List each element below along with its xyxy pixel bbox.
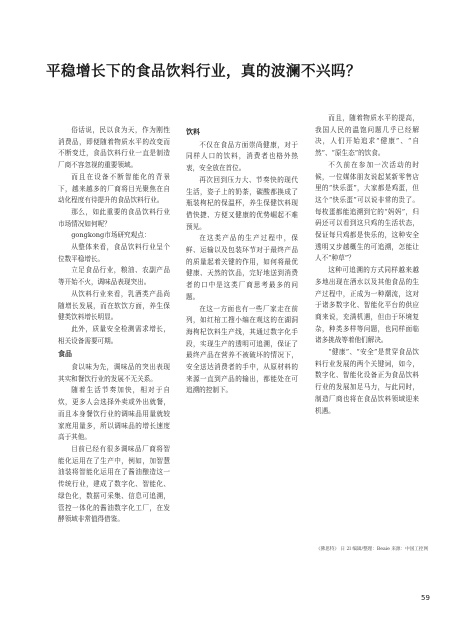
body-paragraph: “健康”、“安全”是贯穿食品饮料行业发展的两个关键词，如今，数字化、智能化设备正为食品饮料行业的发展加足马力，与此同时，制造厂商也将在食品饮料领域迎来机遇。: [315, 348, 419, 415]
body-paragraph: 食以味为先，调味品的突出表现其实和餐饮行业的发展不无关系。: [58, 363, 170, 383]
body-paragraph: 这种可追溯的方式同样越来越多地出现在酒水以及其他食品的生产过程中，正成为一种潮流，这对于诸多数字化、智能化平台的供应商来说，充满机遇，但由于环境复杂，种类多样等问题，也同样面临诸多挑战等着他们解决。: [315, 266, 419, 345]
body-paragraph: 在这类产品的生产过程中，保鲜、运输以及包装环节对于最终产品的质量起着关键的作用，如何将最优健康、天然的饮品，完好地送到消费者的口中是这类厂商思考最多的问题。: [186, 234, 298, 301]
section-heading: 食品: [58, 350, 72, 359]
body-paragraph: 再次回到压力大、节奏快的现代生活，姿子上的奶茶，碳酸都换成了瓶装枸杞的保温杯，养生保健饮料现借快捷、方便又健康的优势崛起不难预见。: [186, 175, 298, 231]
article-column-1: [58, 125, 170, 526]
body-paragraph: gongkong市场研究观点：: [71, 231, 151, 240]
body-paragraph: 俗话说，民以食为天，作为刚性消费品，即便随着物质水平的改变而不断变迁，食品饮料行业一直是制造厂商不容忽视的重要领域。: [58, 126, 170, 170]
article-credit-caption: 《佛思特》 日 2l 编辑/整理：Beaie 来源：中国工控网: [316, 547, 429, 552]
article-column-3: [315, 113, 419, 417]
page-number: 59: [421, 594, 430, 602]
body-paragraph: 而且，随着物质水平的提高，我国人民的温饱问题几乎已经解决，人们开始追求“健康”、“自然”、“原生态”的饮食。: [315, 114, 419, 158]
body-paragraph: 不久前在参加一次活动的时候，一位媒体朋友说起某新零售店里的“快乐蛋”，大家都是鸡蛋，但这个“快乐蛋”可以说非常的贵了。每枚蛋都能追溯到它的“妈妈”，归码还可以看到这只鸡的生活状态，保证每只鸡都是快乐的，这种安全透明又步越概生的可追溯，怎能让人不“种草”？: [315, 160, 419, 263]
body-paragraph: 在这一方面也有一些厂家走在前列，如红棺工搜小编在观这的在湖洞海枸杞饮料生产线，其通过数字化手段，实现生产的透明可追溯，保证了最终产品在营养不被破坏的情况下，安全送达消费者的手中，从原材料的来源一直到产品的输出，都能处在可追溯的控制下。: [186, 304, 298, 395]
body-paragraph: 随着生活节奏加快，相对于自炊，更多人会选择外卖或外出就餐，而且本身餐饮行业的调味品用量就较家庭用量多，所以调味品的增长速度高于其他。: [58, 386, 170, 442]
section-heading: 饮料: [186, 128, 200, 136]
article-column-2: [186, 125, 298, 397]
body-paragraph: 那么，如此重要的食品饮料行业市场情况如何呢？: [58, 207, 170, 228]
body-paragraph: 不仅在食品方面崇尚健康，对于同样人口的饮料，消费者也格外热衷，安全放在首位。: [186, 140, 298, 173]
body-paragraph: 立足食品行业，粮油、农副产品等开始不火，调味品表现突出。: [58, 266, 170, 287]
body-paragraph: 目前已经有很多调味品厂商将智能化运用在了生产中，例如，加智慧油装将智能化运用在了酱油酿造这一传统行业，建成了数字化、智能化、绿色化，数据可采集、信息可追溯，管控一体化的酱油数字化工厂，在发酵领域非常值得借鉴。: [58, 444, 170, 524]
article-title: 平稳增长下的食品饮料行业，真的波澜不兴吗？: [46, 64, 361, 80]
body-paragraph: 从整体来看，食品饮料行业呈个位数平稳增长。: [58, 243, 170, 263]
body-paragraph: 此外，质量安全检测需求增长，相关设备需要可期。: [58, 324, 170, 345]
body-paragraph: 从饮料行业来看，乳酒类产品尚随增长发展，而在软饮方面，养生保健类饮料增长明显。: [58, 289, 170, 322]
body-paragraph: 而且在设备不断智能化的背景下，越来越多的厂商将目光聚焦在自动化程度有待提升的食品饮料行业。: [58, 172, 170, 205]
